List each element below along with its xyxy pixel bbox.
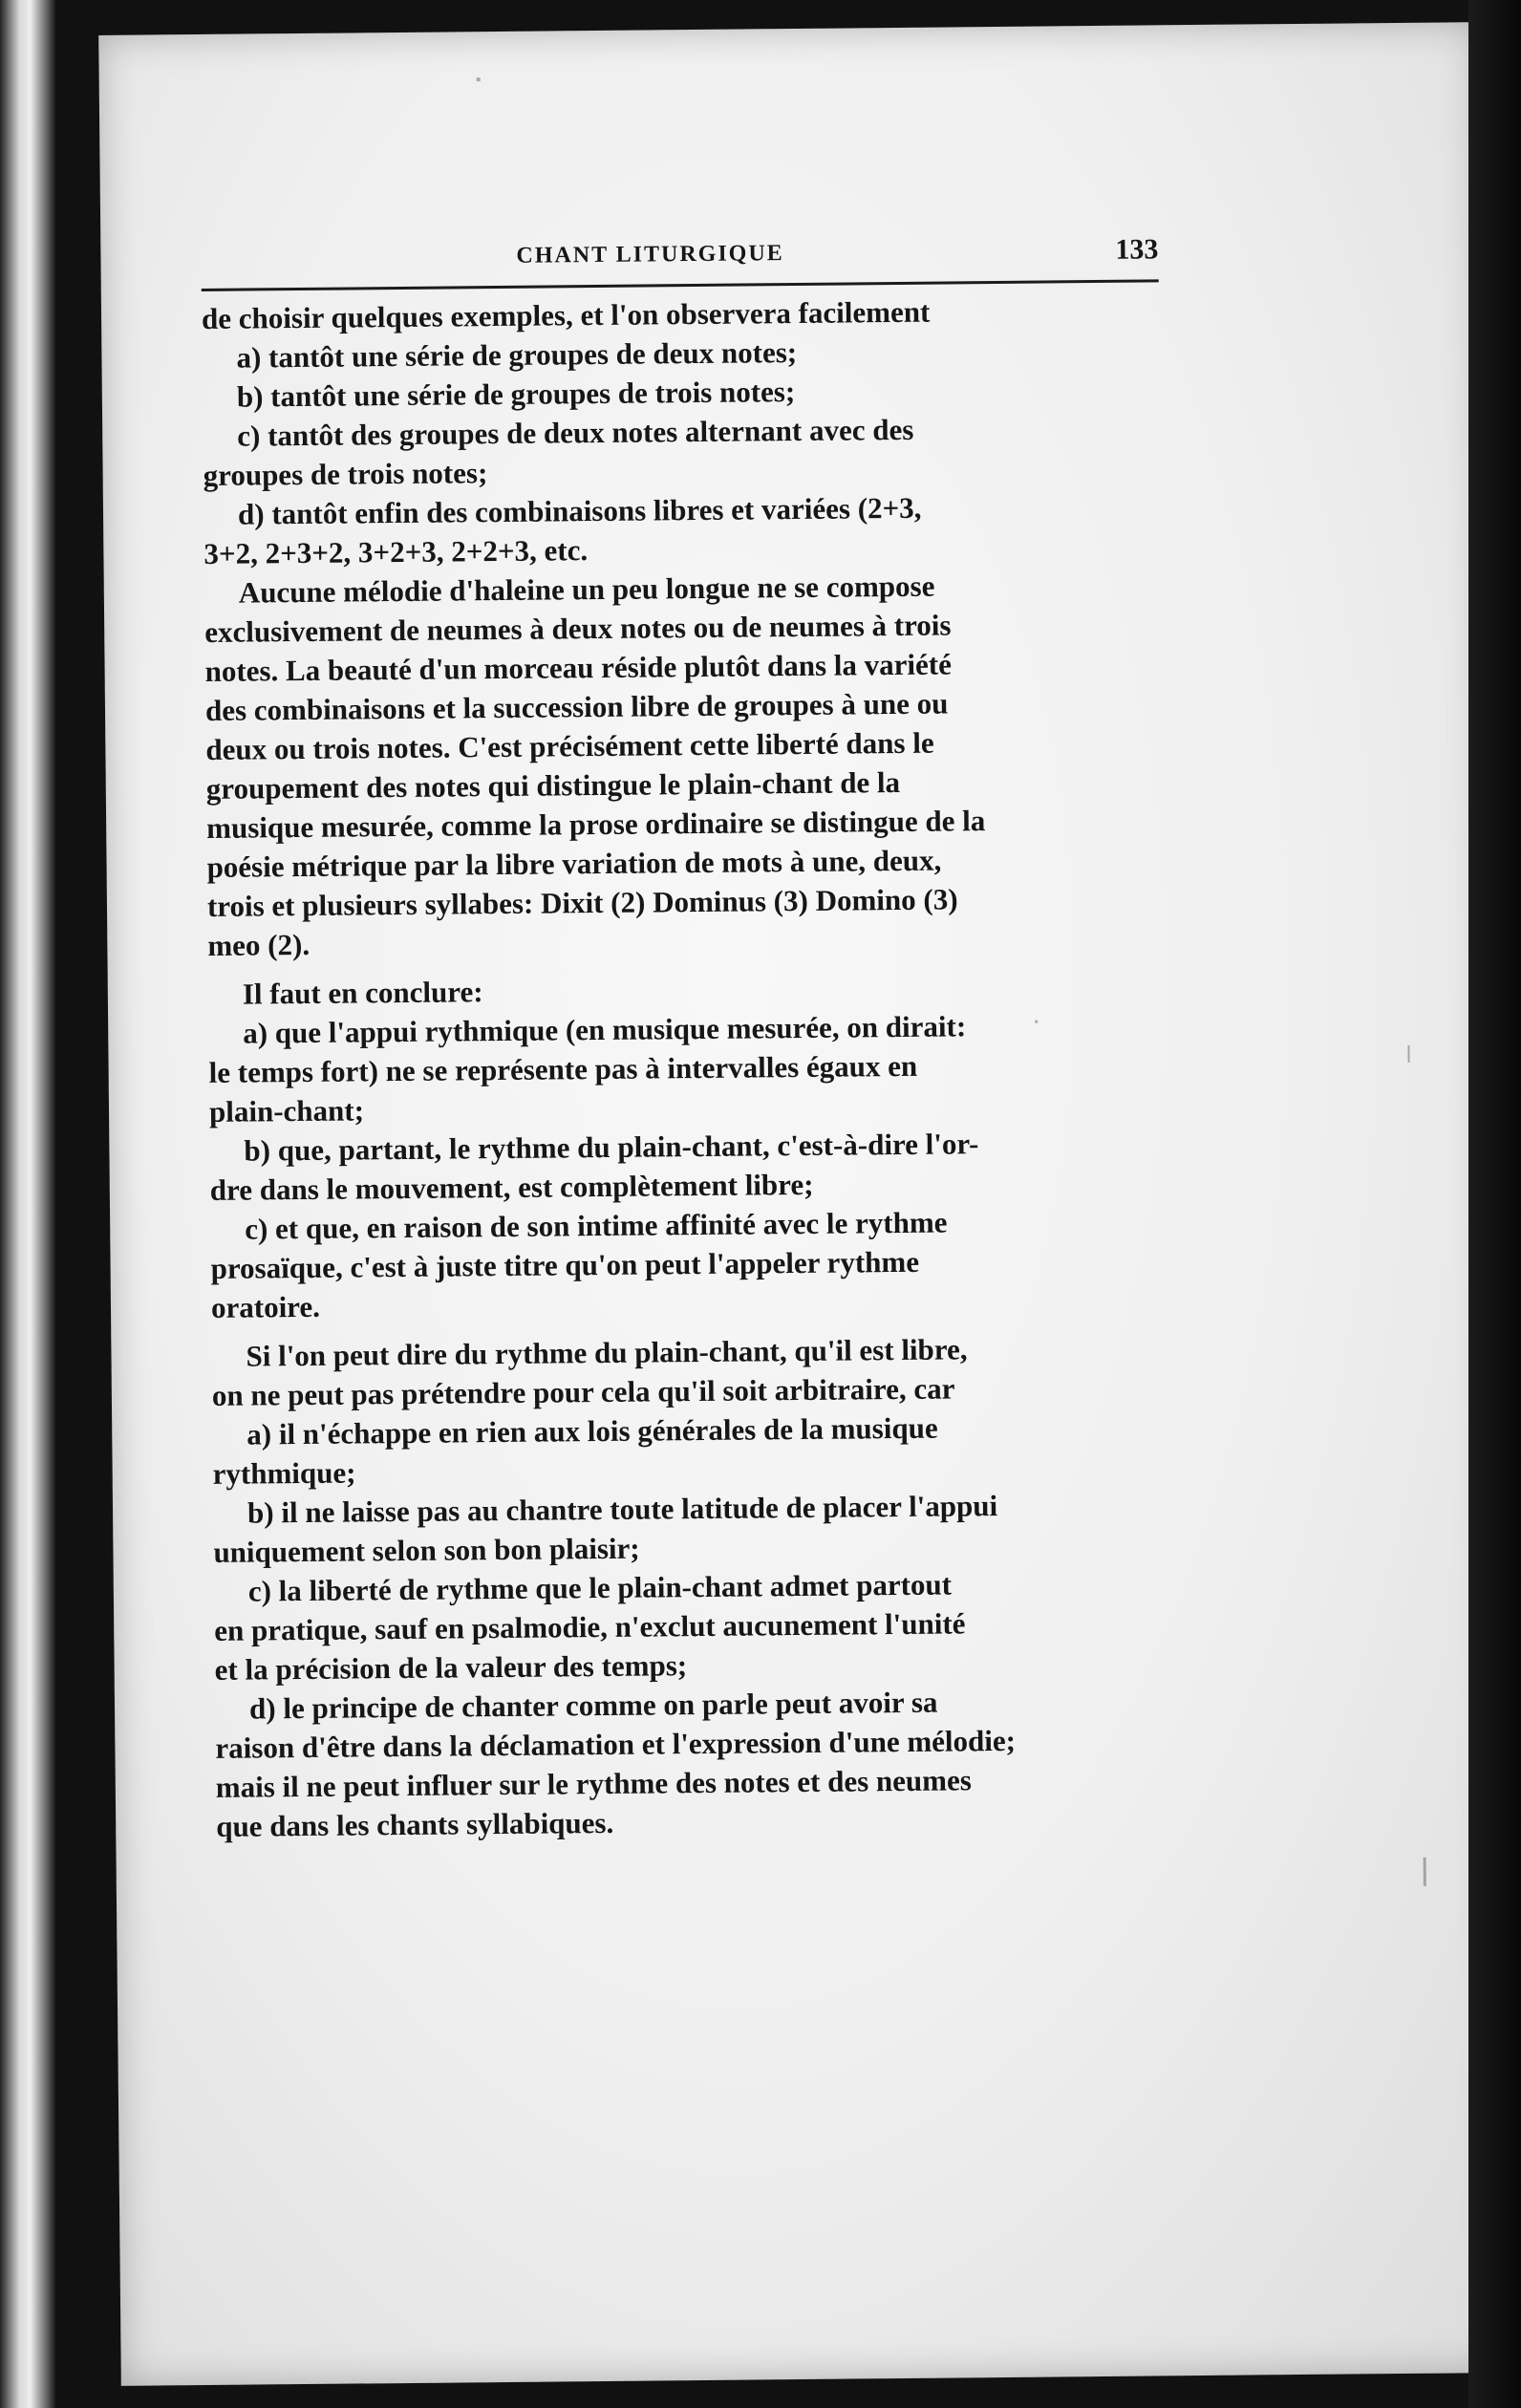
scan-speck (1407, 1045, 1409, 1063)
text-line: le temps fort) ne se représente pas à intervalles égaux en (208, 1048, 918, 1089)
text-line: 3+2, 2+3+2, 3+2+3, 2+2+3, etc. (204, 533, 589, 570)
text-line: d) le principe de chanter comme on parle peut avoir sa (248, 1685, 938, 1726)
text-line: a) il n'échappe en rien aux lois générales de la musique (246, 1410, 938, 1451)
text-line: de choisir quelques exemples, et l'on observera facilement (201, 294, 931, 335)
text-line: que dans les chants syllabiques. (216, 1805, 614, 1843)
running-header (201, 235, 1158, 291)
text-line: c) et que, en raison de son intime affinité avec le rythme (245, 1205, 948, 1246)
text-line: exclusivement de neumes à deux notes ou de neumes à trois (204, 608, 952, 649)
text-line: b) que, partant, le rythme du plain-chant, c'est-à-dire l'or- (244, 1127, 979, 1168)
page-content (201, 235, 1173, 1846)
text-line: oratoire. (210, 1289, 321, 1324)
running-title: CHANT LITURGIQUE (516, 241, 784, 269)
text-line: b) il ne laisse pas au chantre toute latitude de placer l'appui (246, 1489, 998, 1530)
text-line: et la précision de la valeur des temps; (214, 1648, 688, 1687)
text-line: a) tantôt une série de groupes de deux notes; (236, 334, 798, 375)
text-line: groupement des notes qui distingue le plain-chant de la (205, 764, 901, 806)
scan-speck (1424, 1858, 1426, 1886)
text-line: des combinaisons et la succession libre de groupes à une ou (204, 686, 949, 727)
text-line: trois et plusieurs syllabes: Dixit (2) Dominus (3) Domino (3) (206, 882, 958, 923)
text-line: b) tantôt une série de groupes de trois notes; (236, 375, 796, 414)
text-line: plain-chant; (208, 1093, 365, 1129)
text-line: on ne peut pas prétendre pour cela qu'il soit arbitraire, car (211, 1371, 955, 1412)
text-line: rythmique; (212, 1455, 356, 1491)
text-line: notes. La beauté d'un morceau réside plutôt dans la variété (204, 647, 953, 688)
text-line: d) tantôt enfin des combinaisons libres et variées (2+3, (237, 490, 922, 531)
text-block (202, 290, 1173, 1846)
text-line: uniquement selon son bon plaisir; (213, 1531, 640, 1569)
text-line: poésie métrique par la libre variation de mots à une, deux, (206, 843, 942, 884)
text-line: c) la liberté de rythme que le plain-chant admet partout (247, 1567, 953, 1608)
text-line: Il faut en conclure: (242, 975, 483, 1011)
text-line: Si l'on peut dire du rythme du plain-chant, qu'il est libre, (246, 1332, 968, 1373)
text-line: en pratique, sauf en psalmodie, n'exclut aucunement l'unité (214, 1606, 966, 1647)
text-line: groupes de trois notes; (203, 456, 488, 492)
book-page (98, 22, 1502, 2386)
text-line: deux ou trois notes. C'est précisément cette liberté dans le (205, 725, 934, 766)
text-line: c) tantôt des groupes de deux notes alternant avec des (237, 412, 914, 453)
text-line: mais il ne peut influer sur le rythme des notes et des neumes (215, 1763, 973, 1804)
text-line: raison d'être dans la déclamation et l'expression d'une mélodie; (215, 1723, 1017, 1765)
text-line: prosaïque, c'est à juste titre qu'on peut l'appeler rythme (210, 1244, 920, 1285)
text-line: dre dans le mouvement, est complètement libre; (209, 1167, 814, 1207)
left-page-edge (0, 0, 55, 2408)
scan-speck (477, 77, 481, 81)
text-line: a) que l'appui rythmique (en musique mesurée, on dirait: (243, 1009, 967, 1050)
text-line: Aucune mélodie d'haleine un peu longue ne se compose (238, 569, 935, 610)
text-line: meo (2). (207, 927, 311, 962)
text-line: musique mesurée, comme la prose ordinaire se distingue de la (206, 804, 986, 845)
page-number: 133 (1115, 233, 1159, 266)
right-scan-shadow (1468, 0, 1521, 2408)
